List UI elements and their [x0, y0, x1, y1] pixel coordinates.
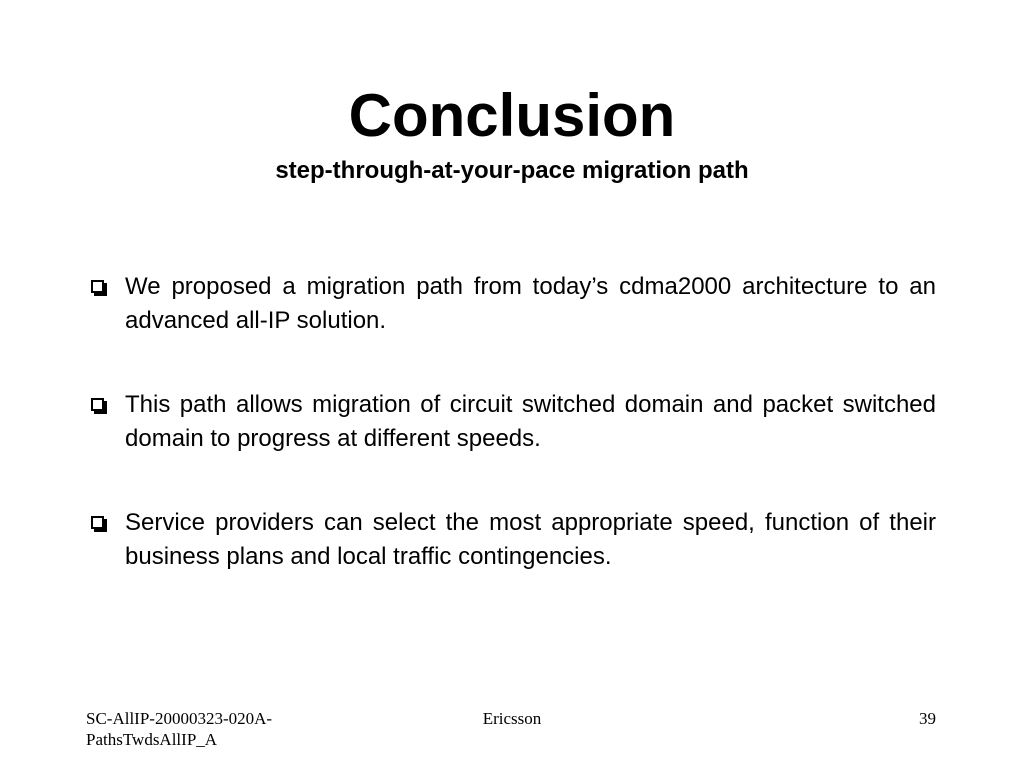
bullet-text: We proposed a migration path from today’s cdma2000 architecture to an advanced all-IP solution. — [125, 273, 936, 334]
slide-subtitle: step-through-at-your-pace migration path — [275, 157, 749, 184]
bullet-list — [88, 270, 936, 574]
hollow-square-bullet-icon — [91, 398, 104, 411]
bullet-text: Service providers can select the most appropriate speed, function of their business plans and local traffic contingencies. — [125, 509, 936, 570]
hollow-square-bullet-icon — [91, 280, 104, 293]
slide-title: Conclusion — [348, 82, 676, 149]
footer-page-number: 39 — [919, 709, 936, 728]
bullet-item — [88, 506, 936, 574]
bullet-item — [88, 270, 936, 338]
footer-document-id: SC-AllIP-20000323-020A-PathsTwdsAllIP_A — [86, 709, 273, 749]
bullet-text: This path allows migration of circuit switched domain and packet switched domain to progress at different speeds. — [125, 391, 936, 452]
hollow-square-bullet-icon — [91, 516, 104, 529]
footer-company: Ericsson — [482, 709, 542, 728]
bullet-item — [88, 388, 936, 456]
